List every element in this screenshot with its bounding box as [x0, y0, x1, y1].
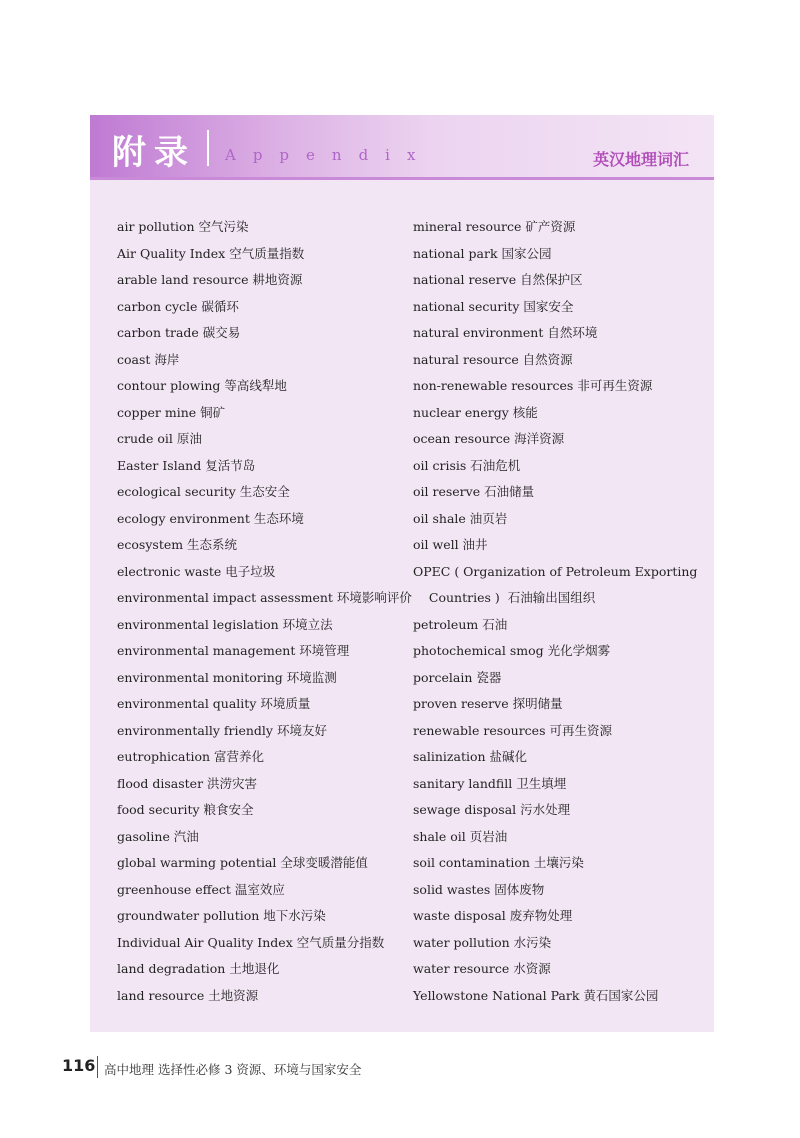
glossary-entry: porcelain 瓷器	[413, 669, 502, 685]
glossary-entry: Yellowstone National Park 黄石国家公园	[413, 987, 659, 1003]
glossary-entry: oil crisis 石油危机	[413, 457, 521, 473]
glossary-entry: natural resource 自然资源	[413, 351, 573, 367]
glossary-entry: environmental management 环境管理	[117, 643, 350, 658]
glossary-entry: non-renewable resources 非可再生资源	[413, 378, 653, 393]
glossary-entry: soil contamination 土壤污染	[413, 855, 584, 870]
glossary-entry: eutrophication 富营养化	[117, 749, 265, 764]
glossary-entry: waste disposal 废弃物处理	[413, 908, 573, 923]
glossary-entry: oil well 油井	[413, 537, 488, 552]
page-number: 116	[62, 1056, 96, 1075]
glossary-entry: natural environment 自然环境	[413, 325, 598, 340]
glossary-entry: national security 国家安全	[413, 298, 574, 314]
glossary-entry: arable land resource 耕地资源	[117, 272, 303, 287]
glossary-subtitle: 英汉地理词汇	[593, 150, 690, 169]
glossary-entry: water pollution 水污染	[413, 934, 552, 950]
glossary-entry: sewage disposal 污水处理	[413, 802, 571, 817]
glossary-entry: environmental impact assessment 环境影响评价	[117, 590, 412, 605]
glossary-entry: petroleum 石油	[413, 616, 508, 632]
glossary-entry: salinization 盐碱化	[413, 749, 528, 764]
glossary-entry: copper mine 铜矿	[117, 404, 226, 420]
glossary-column-left	[117, 214, 412, 1009]
glossary-entry: ecological security 生态安全	[117, 484, 290, 499]
glossary-entry: environmentally friendly 环境友好	[117, 722, 327, 738]
glossary-entry: sanitary landfill 卫生填埋	[413, 775, 567, 791]
appendix-title-en: Appendix	[225, 146, 433, 164]
glossary-entry: OPEC ( Organization of Petroleum Exporting	[413, 563, 698, 579]
glossary-entry: Air Quality Index 空气质量指数	[117, 245, 305, 261]
glossary-entry: nuclear energy 核能	[413, 404, 538, 420]
glossary-entry: global warming potential 全球变暖潜能值	[117, 855, 368, 870]
title-divider	[207, 130, 209, 166]
glossary-entry: renewable resources 可再生资源	[413, 722, 612, 738]
glossary-entry: photochemical smog 光化学烟雾	[413, 643, 611, 658]
glossary-entry: electronic waste 电子垃圾	[117, 563, 276, 579]
glossary-entry: ecology environment 生态环境	[117, 510, 304, 526]
glossary-entry: greenhouse effect 温室效应	[117, 881, 285, 897]
glossary-entry: national reserve 自然保护区	[413, 272, 583, 287]
glossary-entry: Countries ) 石油输出国组织	[413, 590, 596, 605]
appendix-title-zh: 附录	[112, 133, 196, 173]
footer-divider	[97, 1056, 98, 1078]
glossary-entry: flood disaster 洪涝灾害	[117, 775, 258, 791]
glossary-entry: oil reserve 石油储量	[413, 484, 535, 499]
glossary-entry: mineral resource 矿产资源	[413, 219, 576, 234]
glossary-entry: ocean resource 海洋资源	[413, 431, 565, 446]
glossary-entry: water resource 水资源	[413, 961, 551, 976]
glossary-entry: proven reserve 探明储量	[413, 696, 563, 711]
glossary-entry: crude oil 原油	[117, 431, 202, 446]
glossary-entry: contour plowing 等高线犁地	[117, 378, 287, 393]
glossary-entry: gasoline 汽油	[117, 828, 199, 844]
glossary-entry: land degradation 土地退化	[117, 961, 280, 976]
glossary-entry: shale oil 页岩油	[413, 828, 508, 844]
glossary-entry: food security 粮食安全	[117, 802, 254, 817]
glossary-entry: carbon cycle 碳循环	[117, 298, 239, 314]
glossary-entry: coast 海岸	[117, 351, 180, 367]
glossary-entry: environmental legislation 环境立法	[117, 616, 333, 632]
glossary-entry: land resource 土地资源	[117, 987, 259, 1003]
glossary-entry: environmental monitoring 环境监测	[117, 669, 337, 685]
glossary-entry: Individual Air Quality Index 空气质量分指数	[117, 934, 385, 950]
glossary-entry: groundwater pollution 地下水污染	[117, 908, 326, 923]
glossary-entry: Easter Island 复活节岛	[117, 457, 256, 473]
book-title: 高中地理 选择性必修 3 资源、环境与国家安全	[104, 1062, 362, 1077]
glossary-entry: environmental quality 环境质量	[117, 696, 311, 711]
glossary-entry: national park 国家公园	[413, 245, 552, 261]
glossary-entry: ecosystem 生态系统	[117, 537, 238, 552]
glossary-entry: oil shale 油页岩	[413, 510, 508, 526]
glossary-entry: air pollution 空气污染	[117, 219, 249, 234]
glossary-entry: carbon trade 碳交易	[117, 325, 241, 340]
glossary-entry: solid wastes 固体废物	[413, 881, 545, 897]
glossary-column-right	[413, 214, 713, 1009]
